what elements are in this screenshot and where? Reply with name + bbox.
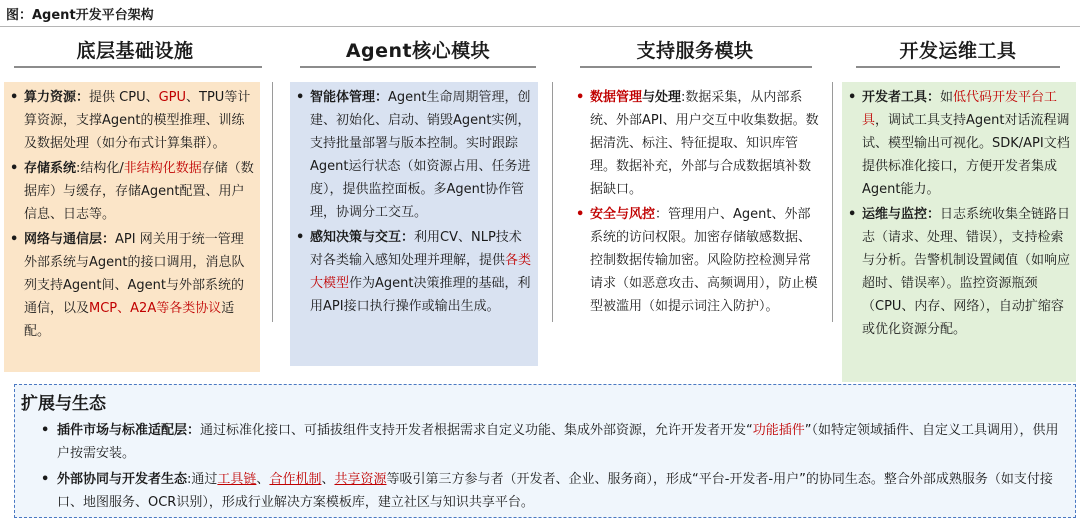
body-text: :通过 xyxy=(187,472,218,487)
body-text: ，调试工具支持Agent对话流程调试、模型输出可视化。SDK/API文档提供标准化接口，方便开发者集成Agent能力。 xyxy=(862,113,1070,197)
item-heading: 插件市场与标准适配层： xyxy=(57,423,201,438)
item-heading: 网络与通信层： xyxy=(24,232,116,247)
body-text: 日志系统收集全链路日志（请求、处理、错误），支持检索与分析。告警机制设置阈值（如响应超时、错误率）。监控资源瓶颈（CPU、内存、网络），自动扩缩容或优化资源分配。 xyxy=(862,207,1071,337)
item-heading: 存储系统 xyxy=(24,161,77,176)
list-item xyxy=(572,86,822,201)
list-item xyxy=(6,228,254,343)
highlight-text: 工具链 xyxy=(217,472,257,487)
body-text: 、 xyxy=(256,472,270,487)
body-text: 、TPU等计算资源，支撑Agent的模型推理、训练及数据处理（如分布式计算集群）。 xyxy=(24,90,251,151)
highlight-text: 功能插件 xyxy=(752,423,805,438)
bullet-icon: • xyxy=(576,90,585,105)
column-divider-3 xyxy=(832,82,833,322)
list-item xyxy=(292,226,532,318)
item-heading: 算力资源： xyxy=(24,90,90,105)
list-item xyxy=(6,86,254,155)
body-text: 利用CV、NLP技术对各类输入感知处理并理解，提供 xyxy=(310,230,522,268)
body-text: Agent生命周期管理，创建、初始化、启动、销毁Agent实例，支持批量部署与版本控制。实时跟踪Agent运行状态（如资源占用、任务进度），提供监控面板。多Agent协作管理，协调分工交互。 xyxy=(310,90,531,220)
body-text: 如 xyxy=(940,90,954,105)
panel-infrastructure xyxy=(4,82,260,372)
list-item xyxy=(572,203,822,318)
body-text: :数据采集，从内部系统、外部API、用户交互中收集数据。数据清洗、标注、特征提取、知识库管理。数据补充，外部与合成数据填补数据缺口。 xyxy=(590,90,819,197)
list-item xyxy=(844,203,1072,341)
bullet-icon: • xyxy=(848,207,857,222)
heading-infrastructure: 底层基础设施 xyxy=(76,40,194,62)
bullet-icon: • xyxy=(10,161,19,176)
body-text: 等吸引第三方参与者（开发者、企业、服务商），形成“平台-开发者-用户”的协同生态。整合外部成熟服务（如支付接口、地图服务、OCR识别），形成行业解决方案模板库，建立社区与知识共享平台。 xyxy=(57,472,1053,510)
heading-support-services: 支持服务模块 xyxy=(636,40,754,62)
highlight-text: 安全与风控 xyxy=(590,207,656,222)
bullet-icon: • xyxy=(41,423,50,438)
panel-support-services xyxy=(570,82,826,382)
highlight-text: 数据管理 xyxy=(590,90,643,105)
item-heading: 外部协同与开发者生态 xyxy=(57,472,188,487)
body-text: 、 xyxy=(321,472,335,487)
panel-agent-core xyxy=(290,82,538,366)
title-rule xyxy=(0,26,1080,27)
highlight-text: GPU xyxy=(158,90,187,105)
ecosystem-title: 扩展与生态 xyxy=(21,394,106,414)
heading-underline-agent-core xyxy=(300,66,536,68)
ecosystem-item-developer-ecosystem xyxy=(39,468,1065,514)
list-item xyxy=(292,86,532,224)
ecosystem-item-plugins xyxy=(39,419,1065,465)
bullet-icon: • xyxy=(41,472,50,487)
body-text: API 网关用于统一管理外部系统与Agent的接口调用，消息队列支持Agent间、Agent与外部系统的通信，以及 xyxy=(24,232,245,316)
body-text: ”（如特定领域插件、自定义工具调用），供用户按需安装。 xyxy=(57,423,1059,461)
panel-devops-tools xyxy=(842,82,1076,382)
bullet-icon: • xyxy=(10,90,19,105)
highlight-text: 各类大模型 xyxy=(310,253,532,291)
highlight-text: MCP、A2A等各类协议 xyxy=(89,301,222,316)
bullet-icon: • xyxy=(10,232,19,247)
item-heading: 智能体管理： xyxy=(310,90,389,105)
highlight-text: 低代码开发平台工具 xyxy=(862,90,1058,128)
heading-underline-devops-tools xyxy=(856,66,1060,68)
item-heading: 运维与监控： xyxy=(862,207,941,222)
column-divider-1 xyxy=(272,82,273,322)
body-text: 提供 CPU、 xyxy=(89,90,159,105)
column-divider-2 xyxy=(552,82,553,322)
body-text: 通过标准化接口、可插拔组件支持开发者根据需求自定义功能、集成外部资源，允许开发者开发“ xyxy=(200,423,753,438)
list-item xyxy=(6,157,254,226)
heading-devops-tools: 开发运维工具 xyxy=(899,40,1017,62)
bullet-icon: • xyxy=(296,90,305,105)
bullet-icon: • xyxy=(576,207,585,222)
bullet-icon: • xyxy=(296,230,305,245)
item-heading: 感知决策与交互： xyxy=(310,230,415,245)
list-item xyxy=(844,86,1072,201)
item-heading: 开发者工具： xyxy=(862,90,941,105)
highlight-text: 合作机制 xyxy=(269,472,322,487)
bullet-icon: • xyxy=(848,90,857,105)
heading-agent-core: Agent核心模块 xyxy=(345,40,491,62)
body-text: 适配。 xyxy=(24,301,235,339)
body-text: 与处理 xyxy=(642,90,682,105)
heading-underline-support-services xyxy=(580,66,812,68)
body-text: ：管理用户、Agent、外部系统的访问权限。加密存储敏感数据、控制数据传输加密。风险防控检测异常请求（如恶意攻击、高频调用），防止模型被滥用（如提示词注入防护）。 xyxy=(590,207,818,314)
highlight-text: 共享资源 xyxy=(334,472,387,487)
ecosystem-box xyxy=(14,384,1076,518)
highlight-text: 非结构化数据 xyxy=(123,161,202,176)
body-text: 作为Agent决策推理的基础，利用API接口执行操作或输出生成。 xyxy=(310,276,531,314)
body-text: :结构化/ xyxy=(76,161,124,176)
heading-underline-infrastructure xyxy=(14,66,262,68)
figure-title: 图：Agent开发平台架构 xyxy=(6,8,154,23)
body-text: 存储（数据库）与缓存，存储Agent配置、用户信息、日志等。 xyxy=(24,161,254,222)
